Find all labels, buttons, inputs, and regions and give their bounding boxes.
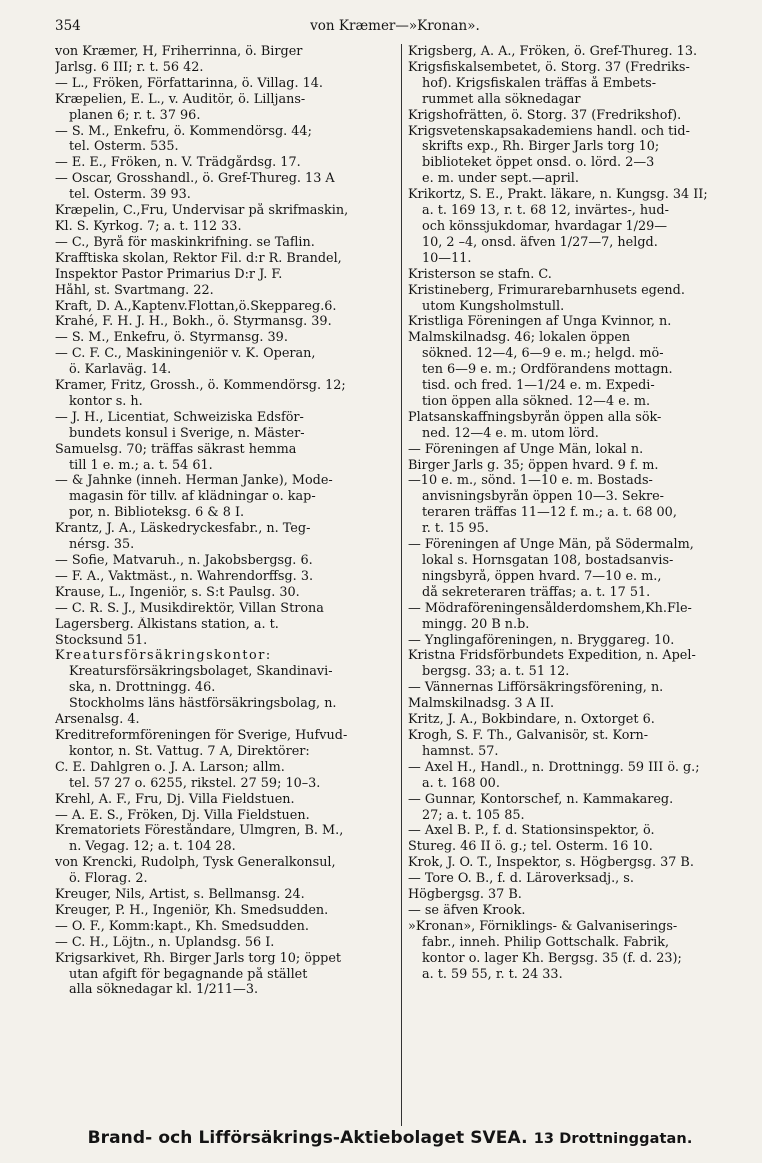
directory-line: a. t. 168 00. (422, 775, 500, 791)
directory-line: tel. Österm. 535. (69, 139, 179, 155)
directory-line: von Krencki, Rudolph, Tysk Generalkonsul, (55, 855, 336, 871)
directory-line: — Ynglingaföreningen, n. Bryggareg. 10. (408, 632, 675, 648)
directory-line: magasin för tillv. af klädningar o. kap- (69, 489, 316, 505)
directory-line: Malmskilnadsg. 3 A II. (408, 696, 555, 712)
directory-line: Kreatursförsäkringsbolaget, Skandinavi- (69, 664, 333, 680)
directory-line: ningsbyrå, öppen hvard. 7—10 e. m., (422, 568, 662, 584)
directory-line: ö. Karlaväg. 14. (69, 362, 172, 378)
directory-line: a. t. 169 13, r. t. 68 12, invärtes-, hud- (422, 203, 669, 219)
directory-line: Arsenalsg. 4. (55, 712, 140, 728)
directory-line: Samuelsg. 70; träffas säkrast hemma (55, 441, 297, 457)
directory-line: Krigsberg, A. A., Fröken, ö. Gref-Thureg. 13. (408, 44, 698, 59)
directory-line: — Sofie, Matvaruh., n. Jakobsbergsg. 6. (55, 553, 313, 568)
directory-line: por, n. Biblioteksg. 6 & 8 I. (69, 505, 245, 521)
directory-line: ö. Florag. 2. (69, 871, 148, 887)
directory-line: — C. R. S. J., Musikdirektör, Villan Strona (55, 600, 324, 616)
directory-line: — O. F., Komm:kapt., Kh. Smedsudden. (55, 918, 309, 934)
directory-line: Krigsvetenskapsakademiens handl. och tid- (408, 123, 690, 139)
directory-line: tel. Österm. 39 93. (69, 187, 191, 203)
advert-text: Brand- och Lifförsäkrings-Aktiebolaget SVEA. (87, 1128, 528, 1148)
directory-line: lokal s. Hornsgatan 108, bostadsanvis- (422, 553, 674, 568)
directory-line: — C. F. C., Maskiningeniör v. K. Operan, (55, 346, 316, 362)
directory-line: Malmskilnadsg. 46; lokalen öppen (408, 330, 631, 346)
directory-line: Kraft, D. A.,Kaptenv.Flottan,ö.Skeppareg.6. (55, 298, 337, 314)
directory-line: då sekreteraren träffas; a. t. 17 51. (422, 584, 651, 600)
directory-line: alla söknedagar kl. 1/211—3. (69, 982, 259, 998)
advert-address: 13 Drottninggatan. (533, 1131, 693, 1147)
directory-line: Kristineberg, Frimurarebarnhusets egend. (408, 282, 685, 298)
directory-line: Kristna Fridsförbundets Expedition, n. Apel- (408, 648, 696, 664)
directory-line: n. Vegag. 12; a. t. 104 28. (69, 839, 236, 855)
directory-line: — Axel H., Handl., n. Drottningg. 59 III ö. g.; (408, 759, 700, 775)
directory-line: sökned. 12—4, 6—9 e. m.; helgd. mö- (422, 346, 664, 362)
directory-line: — C. H., Löjtn., n. Uplandsg. 56 I. (55, 934, 275, 950)
directory-line: — J. H., Licentiat, Schweiziska Edsför- (55, 409, 304, 425)
directory-line: Högbergsg. 37 B. (408, 887, 522, 903)
directory-line: Birger Jarls g. 35; öppen hvard. 9 f. m. (408, 457, 659, 473)
directory-line: — Vännernas Lifförsäkringsförening, n. (408, 680, 664, 696)
directory-line: Kreuger, P. H., Ingeniör, Kh. Smedsudden. (55, 902, 329, 918)
directory-line: Kl. S. Kyrkog. 7; a. t. 112 33. (55, 218, 242, 234)
directory-line: e. m. under sept.—april. (422, 171, 579, 187)
directory-line: — Föreningen af Unge Män, på Södermalm, (408, 537, 694, 553)
directory-line: teraren träffas 11—12 f. m.; a. t. 68 00, (422, 505, 677, 521)
directory-line: tel. 57 27 o. 6255, rikstel. 27 59; 10–3. (69, 775, 321, 791)
directory-line: kontor o. lager Kh. Bergsg. 35 (f. d. 23); (422, 950, 682, 966)
directory-line: hamnst. 57. (422, 743, 499, 759)
directory-line: Stureg. 46 II ö. g.; tel. Österm. 16 10. (408, 839, 653, 855)
directory-line: Stockholms läns hästförsäkringsbolag, n. (69, 696, 337, 712)
directory-line: Krigshofrätten, ö. Storg. 37 (Fredrikshof). (408, 107, 682, 123)
directory-line: Lagersberg. Älkistans station, a. t. (55, 616, 279, 632)
directory-line: — Oscar, Grosshandl., ö. Gref-Thureg. 13 A (55, 171, 335, 187)
directory-line: Krigsfiskalsembetet, ö. Storg. 37 (Fredriks- (408, 59, 690, 75)
directory-line: — Tore O. B., f. d. Läroverksadj., s. (408, 871, 634, 887)
footer-advert (40, 1128, 740, 1152)
directory-line: »Kronan», Förniklings- & Galvaniserings- (408, 918, 678, 934)
directory-line: — A. E. S., Fröken, Dj. Villa Fieldstuen. (55, 807, 310, 823)
directory-line: Krogh, S. F. Th., Galvanisör, st. Korn- (408, 727, 649, 743)
directory-line: r. t. 15 95. (422, 521, 489, 537)
directory-line: rummet alla söknedagar (422, 91, 581, 107)
directory-line: tion öppen alla sökned. 12—4 e. m. (422, 393, 651, 409)
column-divider (401, 44, 402, 1126)
directory-line: — S. M., Enkefru, ö. Kommendörsg. 44; (55, 123, 312, 139)
directory-line: Krehl, A. F., Fru, Dj. Villa Fieldstuen. (55, 791, 295, 807)
directory-line: 27; a. t. 105 85. (422, 807, 525, 823)
directory-line: nérsg. 35. (69, 537, 135, 553)
directory-line: Kramer, Fritz, Grossh., ö. Kommendörsg. 12; (55, 378, 346, 394)
directory-line: skrifts exp., Rh. Birger Jarls torg 10; (422, 139, 660, 155)
directory-line: Inspektor Pastor Primarius D:r J. F. (55, 266, 283, 282)
directory-line: fabr., inneh. Philip Gottschalk. Fabrik, (422, 934, 670, 950)
page-header (55, 18, 735, 38)
left-column (55, 44, 396, 998)
directory-line: biblioteket öppet onsd. o. lörd. 2—3 (422, 155, 655, 171)
directory-line: Jarlsg. 6 III; r. t. 56 42. (55, 59, 204, 75)
directory-line: a. t. 59 55, r. t. 24 33. (422, 966, 563, 982)
directory-line: anvisningsbyrån öppen 10—3. Sekre- (422, 489, 665, 505)
page-number: 354 (55, 18, 81, 34)
directory-line: — Mödraföreningensålderdomshem,Kh.Fle- (408, 600, 692, 616)
directory-line: planen 6; r. t. 37 96. (69, 107, 201, 123)
directory-line: Krikortz, S. E., Prakt. läkare, n. Kungsg. 34 II; (408, 187, 708, 203)
directory-line: — E. E., Fröken, n. V. Trädgårdsg. 17. (55, 155, 301, 171)
directory-line: — C., Byrå för maskinkrifning. se Taflin. (55, 234, 315, 250)
directory-line: von Kræmer, H, Friherrinna, ö. Birger (55, 44, 303, 59)
directory-line: — L., Fröken, Författarinna, ö. Villag. 14. (55, 75, 323, 91)
directory-line: bundets konsul i Sverige, n. Mäster- (69, 425, 305, 441)
directory-line: — F. A., Vaktmäst., n. Wahrendorffsg. 3. (55, 568, 314, 584)
directory-line: bergsg. 33; a. t. 51 12. (422, 664, 570, 680)
directory-line: Kristerson se stafn. C. (408, 266, 552, 282)
directory-line: tisd. och fred. 1—1/24 e. m. Expedi- (422, 378, 655, 394)
directory-line: Kritz, J. A., Bokbindare, n. Oxtorget 6. (408, 712, 655, 728)
right-column (408, 44, 738, 982)
directory-line: kontor s. h. (69, 393, 143, 409)
directory-line: Krematoriets Föreståndare, Ulmgren, B. M., (55, 823, 344, 839)
directory-line: Krok, J. O. T., Inspektor, s. Högbergsg. 37 B. (408, 855, 694, 871)
directory-line: — Axel B. P., f. d. Stationsinspektor, ö. (408, 823, 655, 839)
directory-line: — se äfven Krook. (408, 902, 526, 918)
directory-line: —10 e. m., sönd. 1—10 e. m. Bostads- (408, 473, 653, 489)
running-head: von Kræmer—»Kronan». (310, 18, 480, 34)
directory-line: Kræpelien, E. L., v. Auditör, ö. Lilljans- (55, 91, 306, 107)
directory-line: — Föreningen af Unge Män, lokal n. (408, 441, 644, 457)
directory-line: Krigsarkivet, Rh. Birger Jarls torg 10; öppet (55, 950, 342, 966)
directory-line: Krahé, F. H. J. H., Bokh., ö. Styrmansg. 39. (55, 314, 332, 330)
directory-line: — Gunnar, Kontorschef, n. Kammakareg. (408, 791, 674, 807)
directory-line: hof). Krigsfiskalen träffas å Embets- (422, 75, 657, 91)
directory-line: 10—11. (422, 250, 472, 266)
directory-line: mingg. 20 B n.b. (422, 616, 530, 632)
directory-line: Platsanskaffningsbyrån öppen alla sök- (408, 409, 662, 425)
directory-line: Håhl, st. Svartmang. 22. (55, 282, 214, 298)
directory-line: 10, 2 –4, onsd. äfven 1/27—7, helgd. (422, 234, 658, 250)
directory-line: ten 6—9 e. m.; Ordförandens mottagn. (422, 362, 673, 378)
directory-line: C. E. Dahlgren o. J. A. Larson; allm. (55, 759, 285, 775)
directory-line: utom Kungsholmstull. (422, 298, 565, 314)
directory-line: Krafftiska skolan, Rektor Fil. d:r R. Brandel, (55, 250, 342, 266)
directory-line: — S. M., Enkefru, ö. Styrmansg. 39. (55, 330, 288, 346)
directory-line: Krantz, J. A., Läskedryckesfabr., n. Teg- (55, 521, 311, 537)
directory-line: Stocksund 51. (55, 632, 148, 648)
directory-line: — & Jahnke (inneh. Herman Janke), Mode- (55, 473, 333, 489)
directory-line: Kreatursförsäkringskontor: (55, 648, 272, 664)
directory-line: Kreuger, Nils, Artist, s. Bellmansg. 24. (55, 887, 305, 903)
directory-line: och könssjukdomar, hvardagar 1/29— (422, 218, 668, 234)
directory-line: utan afgift för begagnande på stället (69, 966, 308, 982)
directory-line: Kreditreformföreningen för Sverige, Hufvud- (55, 727, 348, 743)
directory-line: ska, n. Drottningg. 46. (69, 680, 216, 696)
directory-line: Kræpelin, C.,Fru, Undervisar på skrifmaskin, (55, 203, 349, 219)
directory-line: Kristliga Föreningen af Unga Kvinnor, n. (408, 314, 672, 330)
directory-line: ned. 12—4 e. m. utom lörd. (422, 425, 599, 441)
directory-line: Krause, L., Ingeniör, s. S:t Paulsg. 30. (55, 584, 300, 600)
directory-line: kontor, n. St. Vattug. 7 A, Direktörer: (69, 743, 310, 759)
directory-line: till 1 e. m.; a. t. 54 61. (69, 457, 213, 473)
